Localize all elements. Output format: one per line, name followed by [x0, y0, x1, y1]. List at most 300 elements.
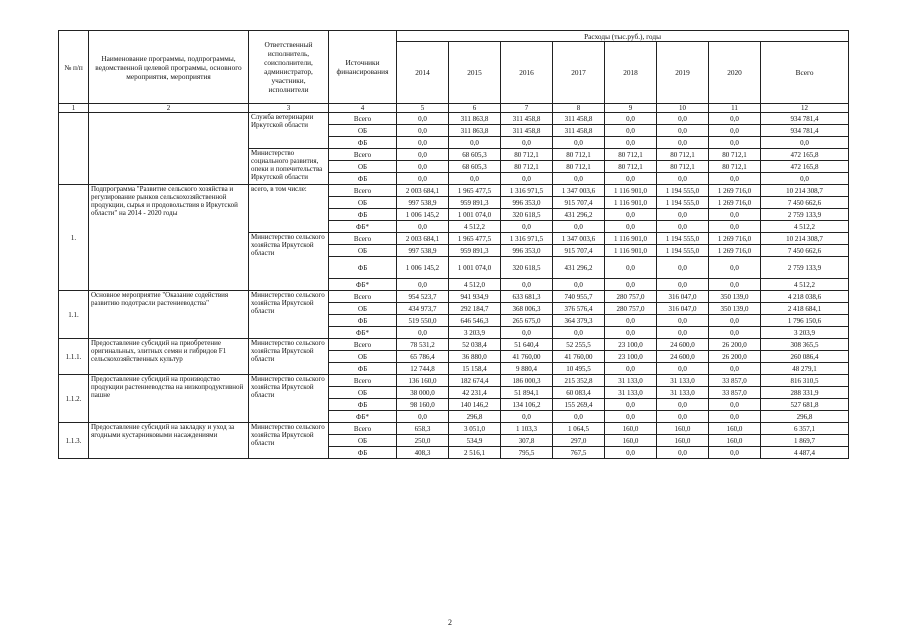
year-value-cell: 1 064,5 — [553, 423, 605, 435]
year-value-cell: 996 353,0 — [501, 245, 553, 257]
year-value-cell: 292 184,7 — [449, 303, 501, 315]
year-value-cell: 431 296,2 — [553, 257, 605, 279]
year-value-cell: 1 194 555,0 — [657, 233, 709, 245]
year-value-cell: 41 760,00 — [501, 351, 553, 363]
year-value-cell: 0,0 — [501, 221, 553, 233]
year-value-cell: 997 538,9 — [397, 197, 449, 209]
total-value-cell: 10 214 308,7 — [761, 185, 849, 197]
funding-source-cell: ФБ — [329, 363, 397, 375]
year-value-cell: 311 458,8 — [553, 125, 605, 137]
executor-cell: Служба ветеринарии Иркутской области — [249, 113, 329, 149]
table-row — [59, 339, 849, 351]
year-value-cell: 0,0 — [397, 137, 449, 149]
item-name: Предоставление субсидий на приобретение оригинальных, элитных семян и гибридов F1 сельскохозяйственных культур — [89, 339, 249, 375]
funding-source-cell: ФБ — [329, 447, 397, 459]
year-value-cell: 0,0 — [709, 447, 761, 459]
year-value-cell: 959 891,3 — [449, 245, 501, 257]
year-value-cell: 33 857,0 — [709, 375, 761, 387]
year-value-cell: 36 880,0 — [449, 351, 501, 363]
year-value-cell: 297,0 — [553, 435, 605, 447]
year-value-cell: 215 352,8 — [553, 375, 605, 387]
executor-cell: Министерство сельского хозяйства Иркутской области — [249, 375, 329, 423]
year-value-cell: 350 139,0 — [709, 291, 761, 303]
year-value-cell: 51 894,1 — [501, 387, 553, 399]
year-value-cell: 0,0 — [657, 363, 709, 375]
year-value-cell: 182 674,4 — [449, 375, 501, 387]
year-value-cell: 0,0 — [605, 257, 657, 279]
year-value-cell: 1 116 901,0 — [605, 197, 657, 209]
year-value-cell: 316 047,0 — [657, 303, 709, 315]
year-value-cell: 24 600,0 — [657, 339, 709, 351]
year-value-cell: 0,0 — [657, 447, 709, 459]
year-value-cell: 80 712,1 — [501, 149, 553, 161]
year-value-cell: 0,0 — [605, 113, 657, 125]
year-value-cell: 31 133,0 — [657, 387, 709, 399]
total-value-cell: 0,0 — [761, 173, 849, 185]
year-value-cell: 0,0 — [709, 209, 761, 221]
total-value-cell: 3 203,9 — [761, 327, 849, 339]
year-value-cell: 265 675,0 — [501, 315, 553, 327]
year-value-cell: 2 516,1 — [449, 447, 501, 459]
total-value-cell: 0,0 — [761, 137, 849, 149]
year-value-cell: 0,0 — [709, 125, 761, 137]
year-value-cell: 38 000,0 — [397, 387, 449, 399]
column-number: 1 — [59, 104, 89, 113]
year-header: 2016 — [501, 42, 553, 104]
year-value-cell: 316 047,0 — [657, 291, 709, 303]
item-number: 1.1.1. — [59, 339, 89, 375]
year-value-cell: 0,0 — [657, 173, 709, 185]
item-number: 1.1. — [59, 291, 89, 339]
year-value-cell: 534,9 — [449, 435, 501, 447]
year-value-cell: 68 605,3 — [449, 161, 501, 173]
year-value-cell: 1 006 145,2 — [397, 209, 449, 221]
year-value-cell: 0,0 — [605, 363, 657, 375]
column-number: 6 — [449, 104, 501, 113]
year-value-cell: 0,0 — [709, 137, 761, 149]
year-value-cell: 1 006 145,2 — [397, 257, 449, 279]
total-value-cell: 260 086,4 — [761, 351, 849, 363]
year-value-cell: 0,0 — [553, 411, 605, 423]
year-value-cell: 0,0 — [397, 161, 449, 173]
year-value-cell: 1 116 901,0 — [605, 185, 657, 197]
column-number: 4 — [329, 104, 397, 113]
year-value-cell: 1 316 971,5 — [501, 185, 553, 197]
funding-source-cell: Всего — [329, 185, 397, 197]
year-header: 2019 — [657, 42, 709, 104]
year-value-cell: 1 965 477,5 — [449, 233, 501, 245]
funding-source-cell: ФБ — [329, 315, 397, 327]
year-value-cell: 52 255,5 — [553, 339, 605, 351]
total-value-cell: 6 357,1 — [761, 423, 849, 435]
year-value-cell: 186 000,3 — [501, 375, 553, 387]
table-row — [59, 185, 849, 197]
year-value-cell: 0,0 — [397, 125, 449, 137]
year-value-cell: 0,0 — [657, 279, 709, 291]
year-value-cell: 160,0 — [709, 423, 761, 435]
year-value-cell: 0,0 — [657, 125, 709, 137]
budget-table-sheet — [58, 30, 848, 459]
year-value-cell: 160,0 — [709, 435, 761, 447]
year-value-cell: 0,0 — [657, 315, 709, 327]
total-value-cell: 4 512,2 — [761, 279, 849, 291]
year-value-cell: 0,0 — [449, 137, 501, 149]
funding-source-cell: ОБ — [329, 435, 397, 447]
year-value-cell: 0,0 — [605, 279, 657, 291]
funding-source-cell: ФБ — [329, 257, 397, 279]
year-header: 2014 — [397, 42, 449, 104]
year-value-cell: 0,0 — [501, 173, 553, 185]
year-value-cell: 296,8 — [449, 411, 501, 423]
executor-cell: Министерство социального развития, опеки и попечительства Иркутской области — [249, 149, 329, 185]
total-value-cell: 816 310,5 — [761, 375, 849, 387]
year-value-cell: 0,0 — [605, 221, 657, 233]
year-value-cell: 0,0 — [449, 173, 501, 185]
year-value-cell: 0,0 — [709, 279, 761, 291]
year-value-cell: 134 106,2 — [501, 399, 553, 411]
total-value-cell: 48 279,1 — [761, 363, 849, 375]
funding-source-cell: ФБ — [329, 137, 397, 149]
year-value-cell: 136 160,0 — [397, 375, 449, 387]
year-value-cell: 434 973,7 — [397, 303, 449, 315]
col-number-header: № п/п — [59, 31, 89, 104]
year-value-cell: 0,0 — [397, 411, 449, 423]
total-value-cell: 296,8 — [761, 411, 849, 423]
funding-source-cell: ОБ — [329, 161, 397, 173]
column-number: 3 — [249, 104, 329, 113]
column-number: 8 — [553, 104, 605, 113]
year-value-cell: 1 347 003,6 — [553, 185, 605, 197]
year-value-cell: 160,0 — [605, 435, 657, 447]
year-value-cell: 0,0 — [605, 327, 657, 339]
year-value-cell: 15 158,4 — [449, 363, 501, 375]
table-row — [59, 291, 849, 303]
year-value-cell: 519 550,0 — [397, 315, 449, 327]
year-value-cell: 996 353,0 — [501, 197, 553, 209]
year-value-cell: 740 955,7 — [553, 291, 605, 303]
year-header: 2020 — [709, 42, 761, 104]
total-value-cell: 308 365,5 — [761, 339, 849, 351]
year-value-cell: 31 133,0 — [605, 387, 657, 399]
funding-source-cell: ФБ* — [329, 279, 397, 291]
year-value-cell: 795,5 — [501, 447, 553, 459]
year-value-cell: 320 618,5 — [501, 257, 553, 279]
year-value-cell: 0,0 — [605, 209, 657, 221]
year-value-cell: 155 269,4 — [553, 399, 605, 411]
year-value-cell: 0,0 — [553, 279, 605, 291]
year-value-cell: 80 712,1 — [709, 149, 761, 161]
year-value-cell: 1 103,3 — [501, 423, 553, 435]
total-value-cell: 472 165,8 — [761, 161, 849, 173]
year-value-cell: 0,0 — [553, 221, 605, 233]
year-value-cell: 1 965 477,5 — [449, 185, 501, 197]
year-value-cell: 915 707,4 — [553, 245, 605, 257]
funding-source-cell: Всего — [329, 339, 397, 351]
year-value-cell: 68 605,3 — [449, 149, 501, 161]
year-value-cell: 1 269 716,0 — [709, 185, 761, 197]
funding-source-cell: ОБ — [329, 245, 397, 257]
year-value-cell: 364 379,3 — [553, 315, 605, 327]
year-value-cell: 41 760,00 — [553, 351, 605, 363]
year-value-cell: 0,0 — [605, 447, 657, 459]
year-value-cell: 0,0 — [553, 327, 605, 339]
total-header: Всего — [761, 42, 849, 104]
year-value-cell: 65 786,4 — [397, 351, 449, 363]
year-value-cell: 1 001 074,0 — [449, 209, 501, 221]
year-value-cell: 0,0 — [605, 137, 657, 149]
funding-source-cell: ФБ — [329, 399, 397, 411]
total-value-cell: 472 165,8 — [761, 149, 849, 161]
column-number: 7 — [501, 104, 553, 113]
total-value-cell: 288 331,9 — [761, 387, 849, 399]
year-value-cell: 0,0 — [709, 411, 761, 423]
executor-cell: Министерство сельского хозяйства Иркутской области — [249, 423, 329, 459]
year-value-cell: 2 003 684,1 — [397, 233, 449, 245]
total-value-cell: 1 869,7 — [761, 435, 849, 447]
year-value-cell: 0,0 — [709, 363, 761, 375]
year-value-cell: 0,0 — [657, 209, 709, 221]
year-value-cell: 80 712,1 — [501, 161, 553, 173]
item-name: Основное мероприятие "Оказание содействия развитию подотрасли растениеводства" — [89, 291, 249, 339]
budget-table-body — [59, 113, 849, 459]
year-value-cell: 0,0 — [657, 221, 709, 233]
year-value-cell: 0,0 — [605, 411, 657, 423]
year-value-cell: 80 712,1 — [605, 149, 657, 161]
total-value-cell: 7 450 662,6 — [761, 245, 849, 257]
year-value-cell: 767,5 — [553, 447, 605, 459]
funding-source-cell: ФБ — [329, 173, 397, 185]
year-value-cell: 997 538,9 — [397, 245, 449, 257]
year-value-cell: 0,0 — [709, 257, 761, 279]
year-value-cell: 959 891,3 — [449, 197, 501, 209]
year-value-cell: 0,0 — [709, 221, 761, 233]
year-value-cell: 646 546,3 — [449, 315, 501, 327]
year-value-cell: 954 523,7 — [397, 291, 449, 303]
col-name-header: Наименование программы, подпрограммы, ведомственной целевой программы, основного мероприятия, мероприятия — [89, 31, 249, 104]
year-value-cell: 0,0 — [605, 399, 657, 411]
year-value-cell: 0,0 — [657, 257, 709, 279]
year-value-cell: 23 100,0 — [605, 339, 657, 351]
year-header: 2015 — [449, 42, 501, 104]
year-value-cell: 1 194 555,0 — [657, 197, 709, 209]
year-value-cell: 0,0 — [553, 173, 605, 185]
year-value-cell: 307,8 — [501, 435, 553, 447]
year-value-cell: 1 316 971,5 — [501, 233, 553, 245]
year-value-cell: 280 757,0 — [605, 291, 657, 303]
year-value-cell: 280 757,0 — [605, 303, 657, 315]
year-value-cell: 42 231,4 — [449, 387, 501, 399]
year-value-cell: 80 712,1 — [657, 161, 709, 173]
funding-source-cell: ФБ — [329, 209, 397, 221]
year-value-cell: 320 618,5 — [501, 209, 553, 221]
year-value-cell: 0,0 — [605, 315, 657, 327]
year-value-cell: 311 458,8 — [501, 125, 553, 137]
year-value-cell: 0,0 — [657, 113, 709, 125]
item-number — [59, 113, 89, 185]
year-value-cell: 26 200,0 — [709, 351, 761, 363]
column-number: 9 — [605, 104, 657, 113]
funding-source-cell: Всего — [329, 233, 397, 245]
year-value-cell: 658,3 — [397, 423, 449, 435]
year-value-cell: 311 458,8 — [553, 113, 605, 125]
year-value-cell: 0,0 — [709, 399, 761, 411]
item-name: Подпрограмма "Развитие сельского хозяйства и регулирование рынков сельскохозяйственной продукции, сырья и продовольствия в Иркутской области" на 2014 - 2020 годы — [89, 185, 249, 291]
year-value-cell: 1 194 555,0 — [657, 245, 709, 257]
total-value-cell: 2 759 133,9 — [761, 209, 849, 221]
col-source-header: Источники финансирования — [329, 31, 397, 104]
executor-cell: Министерство сельского хозяйства Иркутской области — [249, 233, 329, 291]
item-name — [89, 113, 249, 185]
year-value-cell: 98 160,0 — [397, 399, 449, 411]
funding-source-cell: ФБ* — [329, 221, 397, 233]
column-number-row — [59, 104, 849, 113]
year-value-cell: 31 133,0 — [605, 375, 657, 387]
year-value-cell: 376 576,4 — [553, 303, 605, 315]
year-value-cell: 1 269 716,0 — [709, 233, 761, 245]
total-value-cell: 1 796 150,6 — [761, 315, 849, 327]
year-value-cell: 3 203,9 — [449, 327, 501, 339]
year-value-cell: 26 200,0 — [709, 339, 761, 351]
year-header: 2017 — [553, 42, 605, 104]
year-value-cell: 633 681,3 — [501, 291, 553, 303]
year-value-cell: 0,0 — [501, 279, 553, 291]
year-value-cell: 0,0 — [397, 221, 449, 233]
year-value-cell: 24 600,0 — [657, 351, 709, 363]
year-value-cell: 12 744,8 — [397, 363, 449, 375]
total-value-cell: 7 450 662,6 — [761, 197, 849, 209]
year-value-cell: 0,0 — [553, 137, 605, 149]
year-value-cell: 80 712,1 — [553, 161, 605, 173]
total-value-cell: 10 214 308,7 — [761, 233, 849, 245]
year-value-cell: 0,0 — [397, 113, 449, 125]
year-value-cell: 311 863,8 — [449, 125, 501, 137]
funding-source-cell: ОБ — [329, 197, 397, 209]
year-value-cell: 0,0 — [709, 315, 761, 327]
funding-source-cell: ФБ* — [329, 327, 397, 339]
total-value-cell: 4 487,4 — [761, 447, 849, 459]
year-value-cell: 0,0 — [397, 149, 449, 161]
year-value-cell: 60 083,4 — [553, 387, 605, 399]
year-value-cell: 0,0 — [657, 399, 709, 411]
year-value-cell: 1 269 716,0 — [709, 245, 761, 257]
year-value-cell: 941 934,9 — [449, 291, 501, 303]
year-value-cell: 1 269 716,0 — [709, 197, 761, 209]
year-value-cell: 160,0 — [657, 423, 709, 435]
year-value-cell: 915 707,4 — [553, 197, 605, 209]
year-value-cell: 0,0 — [657, 137, 709, 149]
item-name: Предоставление субсидий на закладку и уход за ягодными кустарниковыми насаждениями — [89, 423, 249, 459]
table-row — [59, 423, 849, 435]
column-number: 10 — [657, 104, 709, 113]
year-value-cell: 0,0 — [501, 327, 553, 339]
funding-source-cell: Всего — [329, 113, 397, 125]
item-number: 1.1.3. — [59, 423, 89, 459]
col-executor-header: Ответственный исполнитель, соисполнители, администратор, участники, исполнители — [249, 31, 329, 104]
year-value-cell: 31 133,0 — [657, 375, 709, 387]
year-value-cell: 80 712,1 — [553, 149, 605, 161]
page-number: 2 — [448, 618, 452, 627]
header-row-top — [59, 31, 849, 42]
year-value-cell: 0,0 — [397, 279, 449, 291]
total-value-cell: 4 218 038,6 — [761, 291, 849, 303]
executor-cell: Министерство сельского хозяйства Иркутской области — [249, 339, 329, 375]
item-name: Предоставление субсидий на производство продукции растениеводства на низкопродуктивной пашне — [89, 375, 249, 423]
table-row — [59, 113, 849, 125]
year-value-cell: 51 640,4 — [501, 339, 553, 351]
total-value-cell: 2 759 133,9 — [761, 257, 849, 279]
funding-source-cell: ОБ — [329, 351, 397, 363]
executor-cell: Министерство сельского хозяйства Иркутской области — [249, 291, 329, 339]
column-number: 2 — [89, 104, 249, 113]
column-number: 12 — [761, 104, 849, 113]
year-value-cell: 0,0 — [709, 327, 761, 339]
total-value-cell: 2 418 684,1 — [761, 303, 849, 315]
year-value-cell: 0,0 — [709, 113, 761, 125]
funding-source-cell: Всего — [329, 291, 397, 303]
year-value-cell: 1 347 003,6 — [553, 233, 605, 245]
year-value-cell: 0,0 — [709, 173, 761, 185]
year-value-cell: 10 495,5 — [553, 363, 605, 375]
year-value-cell: 33 857,0 — [709, 387, 761, 399]
year-value-cell: 140 146,2 — [449, 399, 501, 411]
total-value-cell: 934 781,4 — [761, 113, 849, 125]
year-value-cell: 311 863,8 — [449, 113, 501, 125]
funding-source-cell: Всего — [329, 149, 397, 161]
year-value-cell: 160,0 — [605, 423, 657, 435]
year-value-cell: 80 712,1 — [709, 161, 761, 173]
year-value-cell: 408,3 — [397, 447, 449, 459]
year-value-cell: 311 458,8 — [501, 113, 553, 125]
year-value-cell: 1 194 555,0 — [657, 185, 709, 197]
year-value-cell: 80 712,1 — [657, 149, 709, 161]
year-value-cell: 250,0 — [397, 435, 449, 447]
year-value-cell: 431 296,2 — [553, 209, 605, 221]
budget-table — [58, 30, 849, 459]
year-value-cell: 78 531,2 — [397, 339, 449, 351]
year-value-cell: 0,0 — [397, 327, 449, 339]
year-value-cell: 4 512,2 — [449, 221, 501, 233]
total-value-cell: 934 781,4 — [761, 125, 849, 137]
year-value-cell: 9 880,4 — [501, 363, 553, 375]
total-value-cell: 4 512,2 — [761, 221, 849, 233]
year-value-cell: 160,0 — [657, 435, 709, 447]
funding-source-cell: ОБ — [329, 125, 397, 137]
year-value-cell: 0,0 — [501, 411, 553, 423]
year-value-cell: 23 100,0 — [605, 351, 657, 363]
year-value-cell: 0,0 — [501, 137, 553, 149]
year-value-cell: 1 116 901,0 — [605, 245, 657, 257]
funding-source-cell: ОБ — [329, 303, 397, 315]
year-value-cell: 1 001 074,0 — [449, 257, 501, 279]
year-value-cell: 0,0 — [605, 173, 657, 185]
column-number: 11 — [709, 104, 761, 113]
funding-source-cell: ОБ — [329, 387, 397, 399]
year-value-cell: 2 003 684,1 — [397, 185, 449, 197]
year-value-cell: 0,0 — [605, 125, 657, 137]
year-value-cell: 52 038,4 — [449, 339, 501, 351]
year-value-cell: 0,0 — [657, 411, 709, 423]
column-number: 5 — [397, 104, 449, 113]
year-value-cell: 350 139,0 — [709, 303, 761, 315]
year-value-cell: 80 712,1 — [605, 161, 657, 173]
year-header: 2018 — [605, 42, 657, 104]
funding-source-cell: ФБ* — [329, 411, 397, 423]
year-value-cell: 0,0 — [657, 327, 709, 339]
year-value-cell: 368 006,3 — [501, 303, 553, 315]
year-value-cell: 3 051,0 — [449, 423, 501, 435]
year-value-cell: 1 116 901,0 — [605, 233, 657, 245]
year-value-cell: 4 512,0 — [449, 279, 501, 291]
